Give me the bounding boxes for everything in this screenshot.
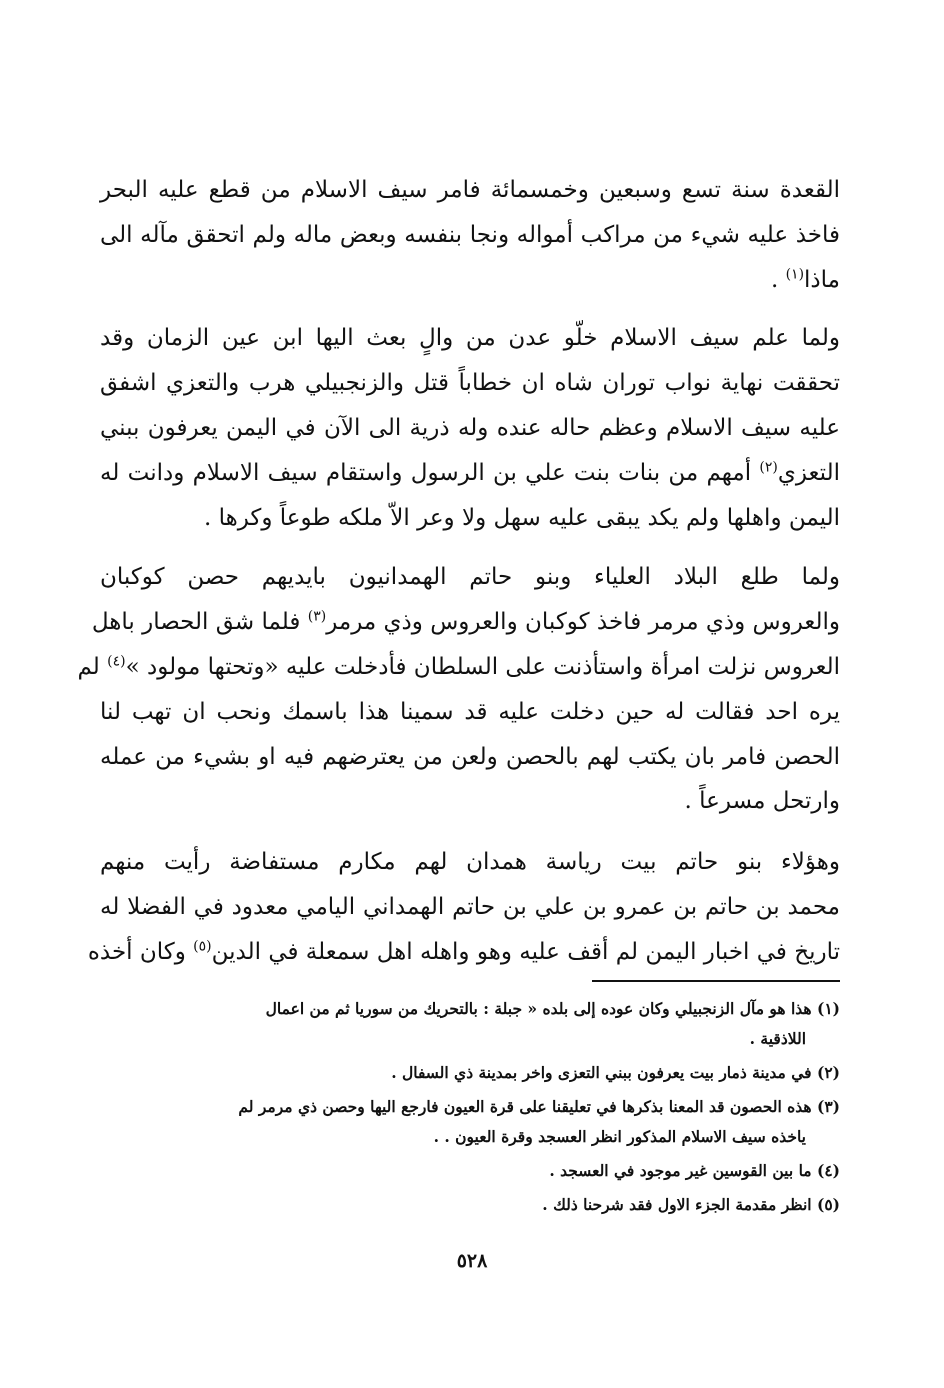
text-fragment: ماذا (804, 266, 840, 293)
paragraph-2 (100, 316, 840, 540)
text-line: ولما علم سيف الاسلام خلّو عدن من والٍ بعث اليها ابن عين الزمان وقد (100, 325, 840, 352)
paragraph-3 (77, 555, 840, 824)
footnote-line: (٣) هذه الحصون قد المعنا بذكرها في تعليقنا على قرة العيون فارجع اليها وحصن ذي مرمر لم (238, 1097, 840, 1116)
main-text (77, 168, 840, 992)
text-fragment: والعروس وذي مرمر فاخذ كوكبان والعروس وذي مرمر (326, 609, 840, 636)
footnote-ref-5[interactable]: (٥) (193, 938, 212, 955)
footnotes (100, 994, 840, 1224)
text-fragment: العروس نزلت امرأة واستأذنت على السلطان فأدخلت عليه «وتحتها مولود » (125, 653, 840, 680)
footnote-line: (١) هذا هو مآل الزنجبيلي وكان عوده إلى بلده « جبلة : بالتحريك من سوريا ثم من اعمال (265, 999, 840, 1018)
footnote-ref-2[interactable]: (٢) (759, 459, 778, 476)
footnote-4 (100, 1156, 840, 1186)
footnote-divider (592, 980, 840, 982)
text-fragment: تاريخ في اخبار اليمن لم أقف عليه وهو واهله اهل سمعلة في الدين (211, 938, 840, 965)
text-line: فاخذ عليه شيء من مراكب أمواله ونجا بنفسه وبعض ماله ولم اتحقق مآله الى (100, 221, 840, 248)
text-line: يره احد فقالت له حين دخلت عليه قد سمينا هذا باسمك ونحب ان تهب لنا (100, 698, 840, 725)
text-fragment: . (770, 266, 786, 293)
footnote-line: (٤) ما بين القوسين غير موجود في العسجد . (549, 1161, 840, 1180)
text-line (87, 930, 840, 975)
text-line (77, 645, 840, 690)
footnote-1 (100, 994, 840, 1054)
text-fragment: لم (77, 653, 108, 680)
text-fragment: أمهم من بنات بنت علي بن الرسول واستقام سيف الاسلام ودانت له (100, 459, 760, 486)
paragraph-4 (87, 840, 840, 974)
text-line (91, 600, 840, 645)
text-line (100, 451, 840, 496)
page-number: ٥٢٨ (456, 1250, 488, 1272)
text-line: وهؤلاء بنو حاتم بيت رياسة همدان لهم مكارم مستفاضة رأيت منهم (100, 849, 840, 876)
text-line (100, 258, 840, 303)
footnote-line: اللاذقية . (749, 1029, 806, 1048)
text-line: محمد بن حاتم بن عمرو بن علي بن حاتم الهمداني اليامي معدود في الفضلا له (100, 893, 840, 920)
footnote-2 (100, 1058, 840, 1088)
footnote-3 (100, 1092, 840, 1152)
text-line: تحققت نهاية نواب توران شاه ان خطاباً قتل والزنجبيلي هرب والتعزي اشفق (100, 370, 840, 397)
text-line: وارتحل مسرعاً . (684, 788, 840, 815)
footnote-ref-4[interactable]: (٤) (107, 653, 126, 670)
footnote-line: (٥) انظر مقدمة الجزء الاول فقد شرحنا ذلك . (542, 1195, 840, 1214)
text-line: اليمن واهلها ولم يكد يبقى عليه سهل ولا وعر الاّ ملكه طوعاً وكرها . (203, 504, 840, 531)
text-fragment: التعزي (777, 459, 840, 486)
text-line: ولما طلع البلاد العلياء وبنو حاتم الهمدانيون بايديهم حصن كوكبان (100, 564, 840, 591)
text-line: الحصن فامر بان يكتب لهم بالحصن ولعن من يعترضهم فيه او بشيء من عمله (100, 743, 840, 770)
paragraph-1 (100, 168, 840, 302)
text-line: القعدة سنة تسع وسبعين وخمسمائة فامر سيف الاسلام من قطع عليه البحر (100, 177, 840, 203)
footnote-line: (٢) في مدينة ذمار بيت يعرفون ببني التعزى واخر بمدينة ذي السفال . (391, 1063, 840, 1082)
footnote-ref-3[interactable]: (٣) (307, 608, 327, 625)
footnote-line: ياخذه سيف الاسلام المذكور انظر العسجد وقرة العيون . . (433, 1127, 806, 1146)
footnote-ref-1[interactable]: (١) (785, 265, 805, 282)
text-line: عليه سيف الاسلام وعظم حاله عنده وله ذرية الى الآن في اليمن يعرفون ببني (100, 414, 840, 441)
footnote-5 (100, 1190, 840, 1220)
text-fragment: وكان أخذه (87, 938, 194, 965)
text-fragment: فلما شق الحصار باهل (91, 609, 308, 636)
